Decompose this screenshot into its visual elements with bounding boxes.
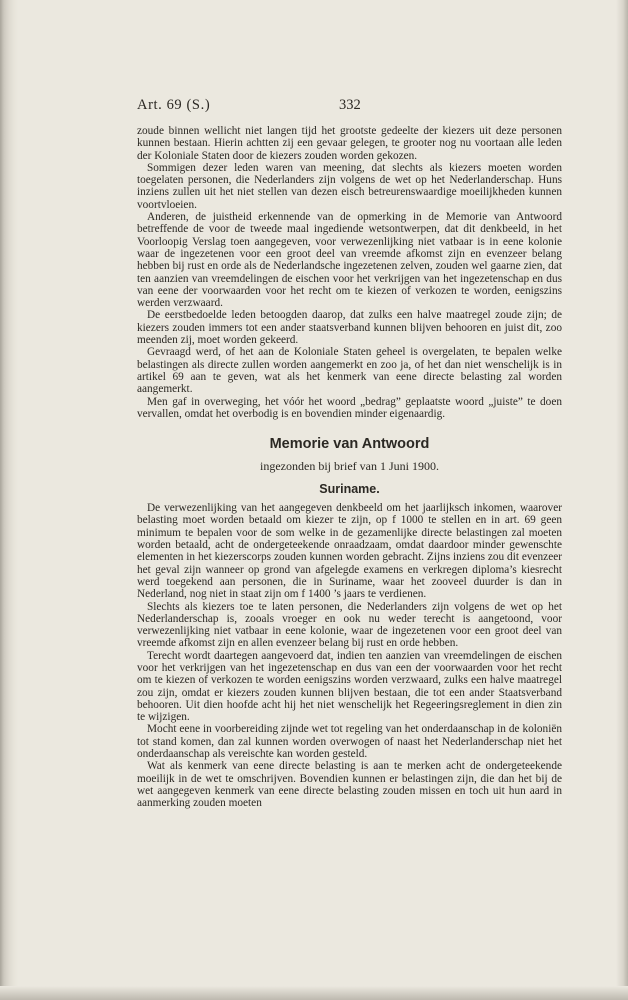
page-edge-shadow [616, 0, 628, 1000]
page-gutter-shadow [0, 0, 18, 1000]
page-bottom-edge [0, 986, 628, 1000]
paragraph: Sommigen dezer leden waren van meening, dat slechts als kiezers moeten worden toegelaten personen, die Nederlanders zijn volgens de wet op het Nederlanderschap. Huns inziens zullen uit het niet stellen van dezen eisch betreurenswaardige moeilijkheden kunnen voortvloeien. [137, 161, 562, 211]
section-subtitle: ingezonden bij brief van 1 Juni 1900. [260, 459, 439, 474]
paragraph: Wat als kenmerk van eene directe belasting is aan te merken acht de ondergeteekende moeilijk in de wet te omschrijven. Bovendien kunnen er belastingen zijn, die dan het bij de wet aangegeven kenmerk van eene directe belasting zouden missen en toch uit hun aard in aanmerking zouden moeten [137, 760, 562, 810]
paragraph: Slechts als kiezers toe te laten personen, die Nederlanders zijn volgens de wet op het Nederlanderschap is, zooals vroeger en ook nu weder terecht is aangetoond, voor verwezenlijking niet vatbaar in eene kolonie, waar de ingezetenen voor een groot deel van vreemde afkomst zijn en allen evenzeer belang bij rust en orde hebben. [137, 600, 562, 650]
paragraph: De verwezenlijking van het aangegeven denkbeeld om het jaarlijksch inkomen, waarover belasting moet worden betaald om kiezer te zijn, op f 1000 te stellen en in art. 69 geen minimum te bepalen voor de som welke in de gezamenlijke directe belastingen zal moeten worden betaald, acht de ondergeteekende onraadzaam, omdat daardoor minder gewenschte elementen in het kiezerscorps zouden kunnen worden gebracht. Zijns inziens zou dit evenzeer het geval zijn wanneer op grond van afgelegde examens en verkregen diploma’s kiesrecht werd toegekend aan personen, die in Suriname, waar het zooveel duurder is dan in Nederland, nog niet in staat zijn om f 1400 ’s jaars te verdienen. [137, 502, 562, 601]
paragraph: Gevraagd werd, of het aan de Koloniale Staten geheel is overgelaten, te bepalen welke belastingen als directe zullen worden aangemerkt en zoo ja, of het dan niet wenschelijk is in artikel 69 aan te geven, wat als het kenmerk van eene directe belasting zal worden aangemerkt. [137, 346, 562, 396]
article-reference: Art. 69 (S.) [137, 97, 211, 113]
paragraph: Men gaf in overweging, het vóór het woord „bedrag” geplaatste woord „juiste” te doen vervallen, omdat het overbodig is en bovendien minder eigenaardig. [137, 395, 562, 420]
paragraph: zoude binnen wellicht niet langen tijd het grootste gedeelte der kiezers uit deze personen kunnen bestaan. Hierin achtten zij een gevaar gelegen, te grooter nog nu voortaan alle leden der Koloniale Staten door de kiezers zouden worden gekozen. [137, 125, 562, 162]
section-title: Memorie van Antwoord [269, 436, 430, 453]
running-header [137, 97, 562, 117]
subsection-heading: Suriname. [319, 482, 380, 497]
page-number: 332 [339, 97, 361, 113]
body-text [137, 125, 562, 810]
paragraph: Anderen, de juistheid erkennende van de opmerking in de Memorie van Antwoord betreffende de voor de tweede maal ingediende wetsontwerpen, dat dit denkbeeld, in het Voorloopig Verslag toen aangegeven, voor verwezenlijking niet vatbaar is in eene kolonie waar de ingezetenen voor een groot deel van vreemde afkomst zijn en evenzeer belang hebben bij rust en orde als de Nederlandsche ingezetenen zelven, zouden wel gaarne zien, dat ten aanzien van vreemdelingen de eischen voor het verkrijgen van het ingezetenschap en dus van eene der voorwaarden voor het recht om te kiezen of verkozen te worden, eenigszins werden verzwaard. [137, 211, 562, 310]
paragraph: Terecht wordt daartegen aangevoerd dat, indien ten aanzien van vreemdelingen de eischen voor het verkrijgen van het ingezetenschap en dus van een der voorwaarden voor het recht om te kiezen of verkozen te worden eenigszins worden verzwaard, zulks een halve maatregel zou zijn, omdat er kiezers zouden kunnen blijven bestaan, die tot een ander Staatsverband behooren. Uit dien hoofde acht hij het niet wenschelijk het Regeeringsreglement in dien zin te wijzigen. [137, 649, 562, 724]
paragraph: De eerstbedoelde leden betoogden daarop, dat zulks een halve maatregel zoude zijn; de kiezers zouden immers tot een ander staatsverband kunnen blijven behooren en juist dit, zoo meenden zij, moet worden gekeerd. [137, 309, 562, 347]
paragraph: Mocht eene in voorbereiding zijnde wet tot regeling van het onderdaanschap in de koloniën tot stand komen, dan zal kunnen worden overwogen of naast het Nederlanderschap niet het onderdaanschap als vereischte kan worden gesteld. [137, 723, 562, 761]
